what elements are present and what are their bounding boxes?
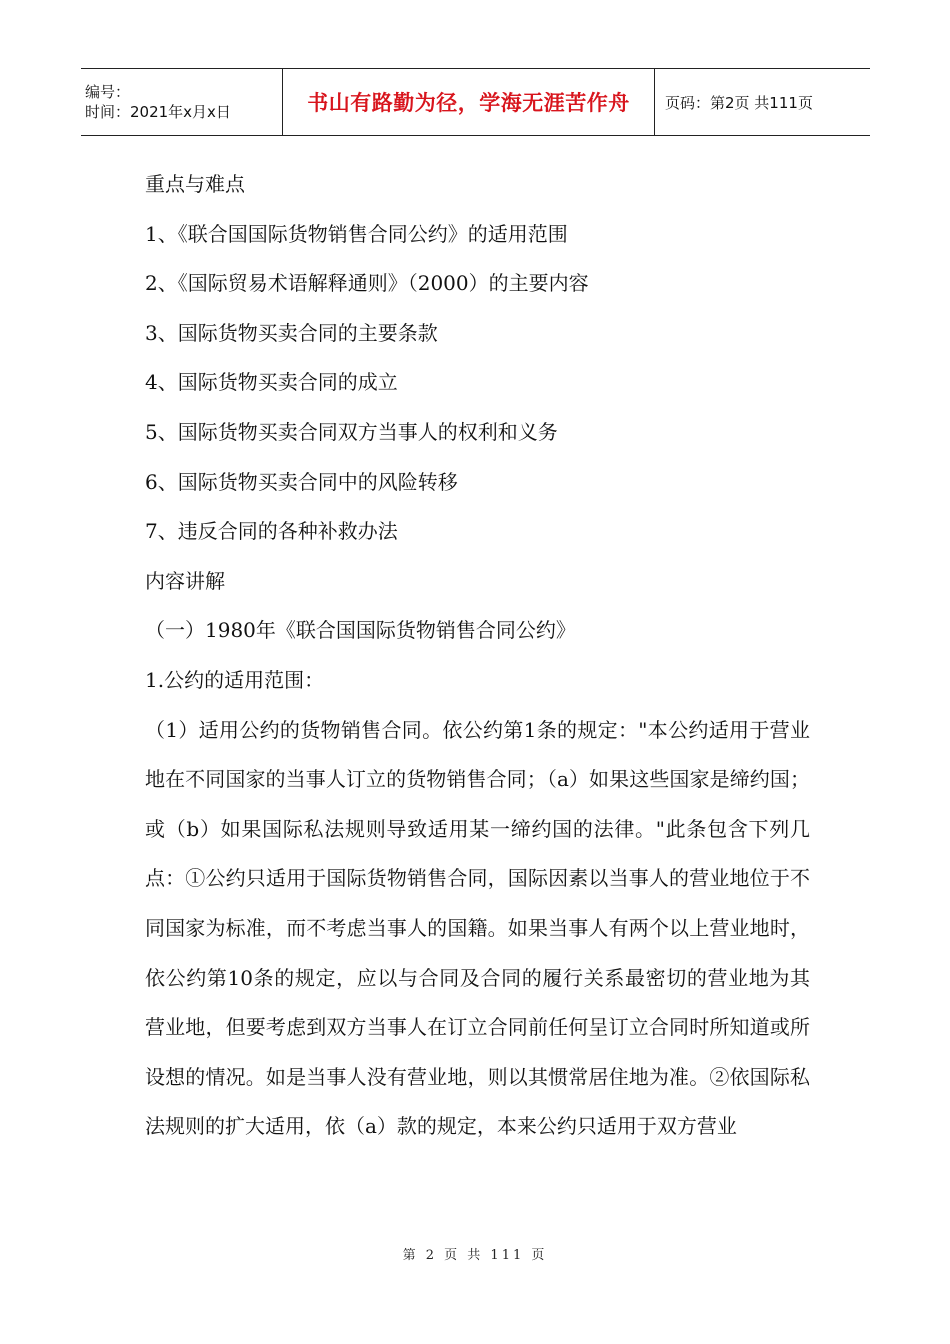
body-paragraph: （1）适用公约的货物销售合同。依公约第1条的规定："本公约适用于营业地在不同国家的当事人订立的货物销售合同；（a）如果这些国家是缔约国；或（b）如果国际私法规则导致适用某一缔约国的法律。"此条包含下列几点：①公约只适用于国际货物销售合同，国际因素以当事人的营业地位于不同国家为标准，而不考虑当事人的国籍。如果当事人有两个以上营业地时，依公约第10条的规定，应以与合同及合同的履行关系最密切的营业地为其营业地，但要考虑到双方当事人在订立合同前任何呈订立合同时所知道或所设想的情况。如是当事人没有营业地，则以其惯常居住地为准。②依国际私法规则的扩大适用，依（a）款的规定，本来公约只适用于双方营业 <box>145 717 810 1139</box>
list-item: 2、《国际贸易术语解释通则》（2000）的主要内容 <box>145 271 589 296</box>
document-time-label: 时间：2021年x月x日 <box>85 103 231 121</box>
page-footer: 第 2 页 共 111 页 <box>402 1248 548 1263</box>
section-heading: 内容讲解 <box>145 568 225 593</box>
subsection-heading: 1.公约的适用范围： <box>145 667 325 692</box>
document-number-label: 编号： <box>85 83 131 101</box>
header-motto: 书山有路勤为径，学海无涯苦作舟 <box>307 91 630 115</box>
header-middle-cell <box>283 69 655 135</box>
header-page-info: 页码：第2页 共111页 <box>665 93 813 112</box>
list-item: 5、国际货物买卖合同双方当事人的权利和义务 <box>145 419 558 444</box>
page-header <box>81 68 870 136</box>
section-heading: 重点与难点 <box>145 172 245 196</box>
list-item: 1、《联合国国际货物销售合同公约》的适用范围 <box>145 221 568 246</box>
document-body <box>145 160 810 1152</box>
subsection-heading: （一）1980年《联合国国际货物销售合同公约》 <box>145 618 576 643</box>
list-item: 3、国际货物买卖合同的主要条款 <box>145 320 438 345</box>
header-right-cell <box>655 69 870 135</box>
header-left-cell <box>81 69 283 135</box>
list-item: 4、国际货物买卖合同的成立 <box>145 370 398 395</box>
list-item: 6、国际货物买卖合同中的风险转移 <box>145 469 458 494</box>
list-item: 7、违反合同的各种补救办法 <box>145 519 398 544</box>
